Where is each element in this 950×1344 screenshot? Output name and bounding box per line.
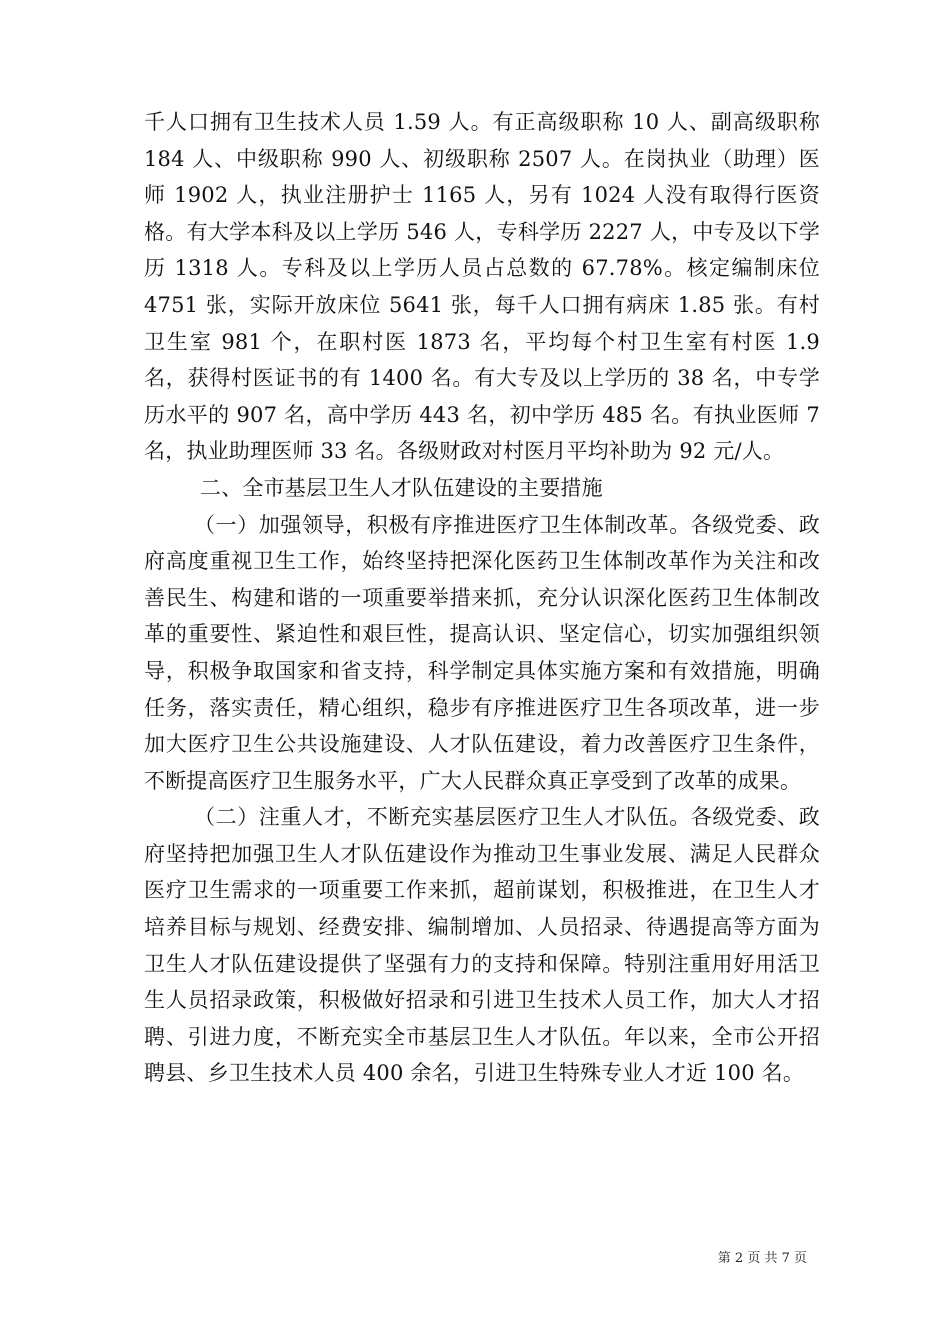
paragraph-statistics: 千人口拥有卫生技术人员 1.59 人。有正高级职称 10 人、副高级职称 184 人、中级职称 990 人、初级职称 2507 人。在岗执业（助理）医师 1902 人，执业注册护士 1165 人，另有 1024 人没有取得行医资格。有大学本科及以上学历 546 人，专科学历 2227 人，中专及以下学历 1318 人。专科及以上学历人员占总数的 67.78%。核定编制床位 4751 张，实际开放床位 5641 张，每千人口拥有病床 1.85 张。有村卫生室 981 个，在职村医 1873 名，平均每个村卫生室有村医 1.9 名，获得村医证书的有 1400 名。有大专及以上学历的 38 名，中专学历水平的 907 名，高中学历 443 名，初中学历 485 名。有执业医师 7 名，执业助理医师 33 名。各级财政对村医月平均补助为 92 元/人。 [144,110,820,464]
page-number-footer: 第 2 页 共 7 页 [717,1251,807,1266]
body-text [144,104,820,1092]
paragraph-leadership: （一）加强领导，积极有序推进医疗卫生体制改革。各级党委、政府高度重视卫生工作，始终坚持把深化医药卫生体制改革作为关注和改善民生、构建和谐的一项重要举措来抓，充分认识深化医药卫生体制改革的重要性、紧迫性和艰巨性，提高认识、坚定信心，切实加强组织领导，积极争取国家和省支持，科学制定具体实施方案和有效措施，明确任务，落实责任，精心组织，稳步有序推进医疗卫生各项改革，进一步加大医疗卫生公共设施建设、人才队伍建设，着力改善医疗卫生条件，不断提高医疗卫生服务水平，广大人民群众真正享受到了改革的成果。 [144,512,820,793]
paragraph-talent: （二）注重人才，不断充实基层医疗卫生人才队伍。各级党委、政府坚持把加强卫生人才队伍建设作为推动卫生事业发展、满足人民群众医疗卫生需求的一项重要工作来抓，超前谋划，积极推进，在卫生人才培养目标与规划、经费安排、编制增加、人员招录、待遇提高等方面为卫生人才队伍建设提供了坚强有力的支持和保障。特别注重用好用活卫生人员招录政策，积极做好招录和引进卫生技术人员工作，加大人才招聘、引进力度，不断充实全市基层卫生人才队伍。年以来，全市公开招聘县、乡卫生技术人员 400 余名，引进卫生特殊专业人才近 100 名。 [144,805,820,1086]
section-heading-measures: 二、全市基层卫生人才队伍建设的主要措施 [200,475,603,500]
